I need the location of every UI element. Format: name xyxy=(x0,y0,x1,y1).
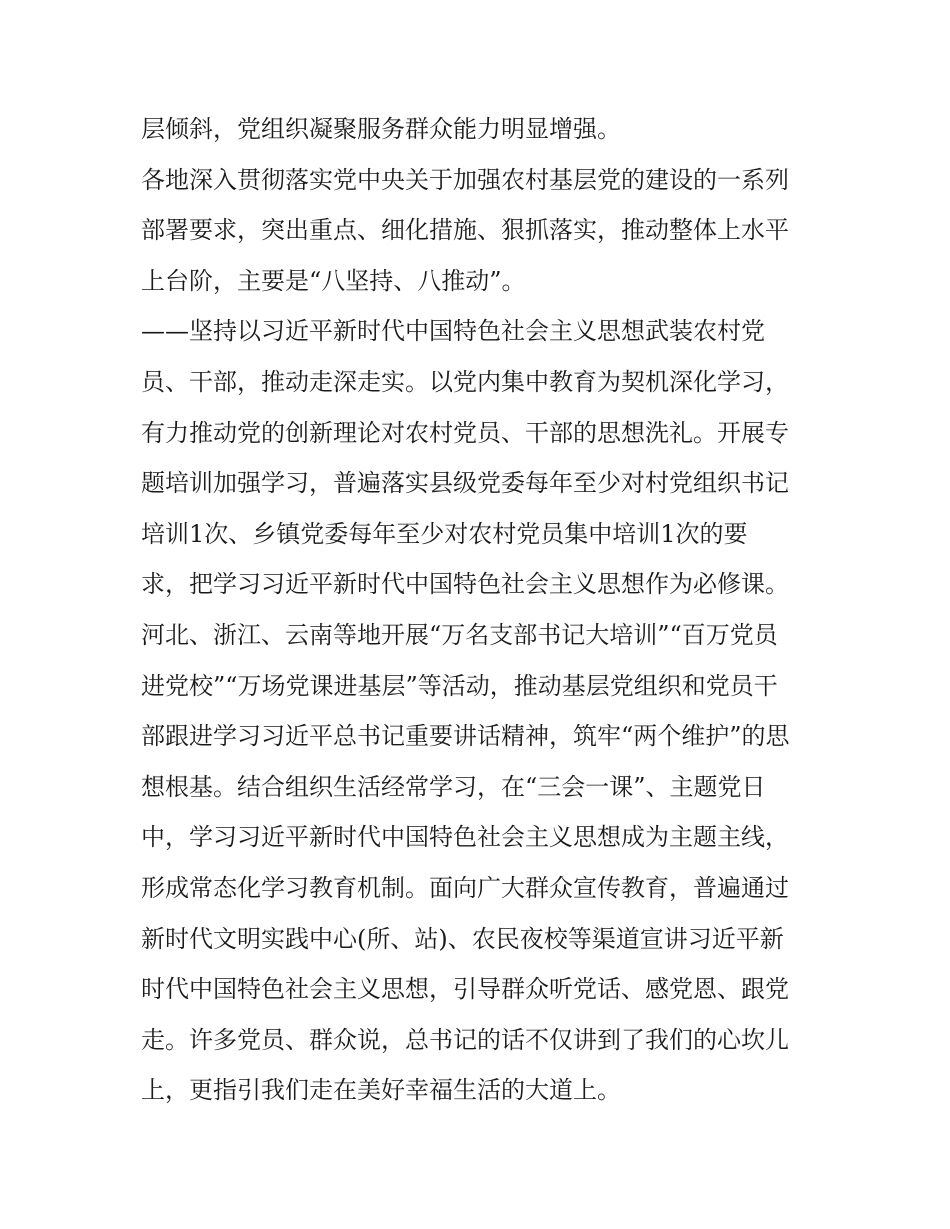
text-line: 时代中国特色社会主义思想，引导群众听党话、感党恩、跟党 xyxy=(141,975,789,1004)
text-line: 想根基。结合组织生活经常学习，在“三会一课”、主题党日 xyxy=(141,772,766,801)
text-line: 各地深入贯彻落实党中央关于加强农村基层党的建设的一系列 xyxy=(141,165,789,194)
text-line: ——坚持以习近平新时代中国特色社会主义思想武装农村党 xyxy=(141,317,765,346)
text-line: 部跟进学习习近平总书记重要讲话精神，筑牢“两个维护”的思 xyxy=(141,722,790,751)
text-line: 上，更指引我们走在美好幸福生活的大道上。 xyxy=(141,1076,621,1105)
text-line: 员、干部，推动走深走实。以党内集中教育为契机深化学习， xyxy=(141,367,789,396)
text-line: 进党校”“万场党课进基层”等活动，推动基层党组织和党员干 xyxy=(141,671,778,700)
text-line: 走。许多党员、群众说，总书记的话不仅讲到了我们的心坎儿 xyxy=(141,1025,789,1054)
text-line: 中，学习习近平新时代中国特色社会主义思想成为主题主线， xyxy=(141,823,789,852)
text-line: 新时代文明实践中心(所、站)、农民夜校等渠道宣讲习近平新 xyxy=(141,924,784,953)
body-text xyxy=(141,104,831,1116)
text-line: 部署要求，突出重点、细化措施、狠抓落实，推动整体上水平 xyxy=(141,216,789,245)
text-line: 上台阶，主要是“八坚持、八推动”。 xyxy=(141,266,526,295)
text-line: 求，把学习习近平新时代中国特色社会主义思想作为必修课。 xyxy=(141,570,789,599)
text-line: 题培训加强学习，普遍落实县级党委每年至少对村党组织书记 xyxy=(141,469,789,498)
text-line: 培训1次、乡镇党委每年至少对农村党员集中培训1次的要 xyxy=(141,519,748,548)
text-line: 有力推动党的创新理论对农村党员、干部的思想洗礼。开展专 xyxy=(141,418,789,447)
text-line: 河北、浙江、云南等地开展“万名支部书记大培训”“百万党员 xyxy=(141,620,778,649)
text-line: 形成常态化学习教育机制。面向广大群众宣传教育，普遍通过 xyxy=(141,873,789,902)
text-line: 层倾斜，党组织凝聚服务群众能力明显增强。 xyxy=(141,115,621,143)
